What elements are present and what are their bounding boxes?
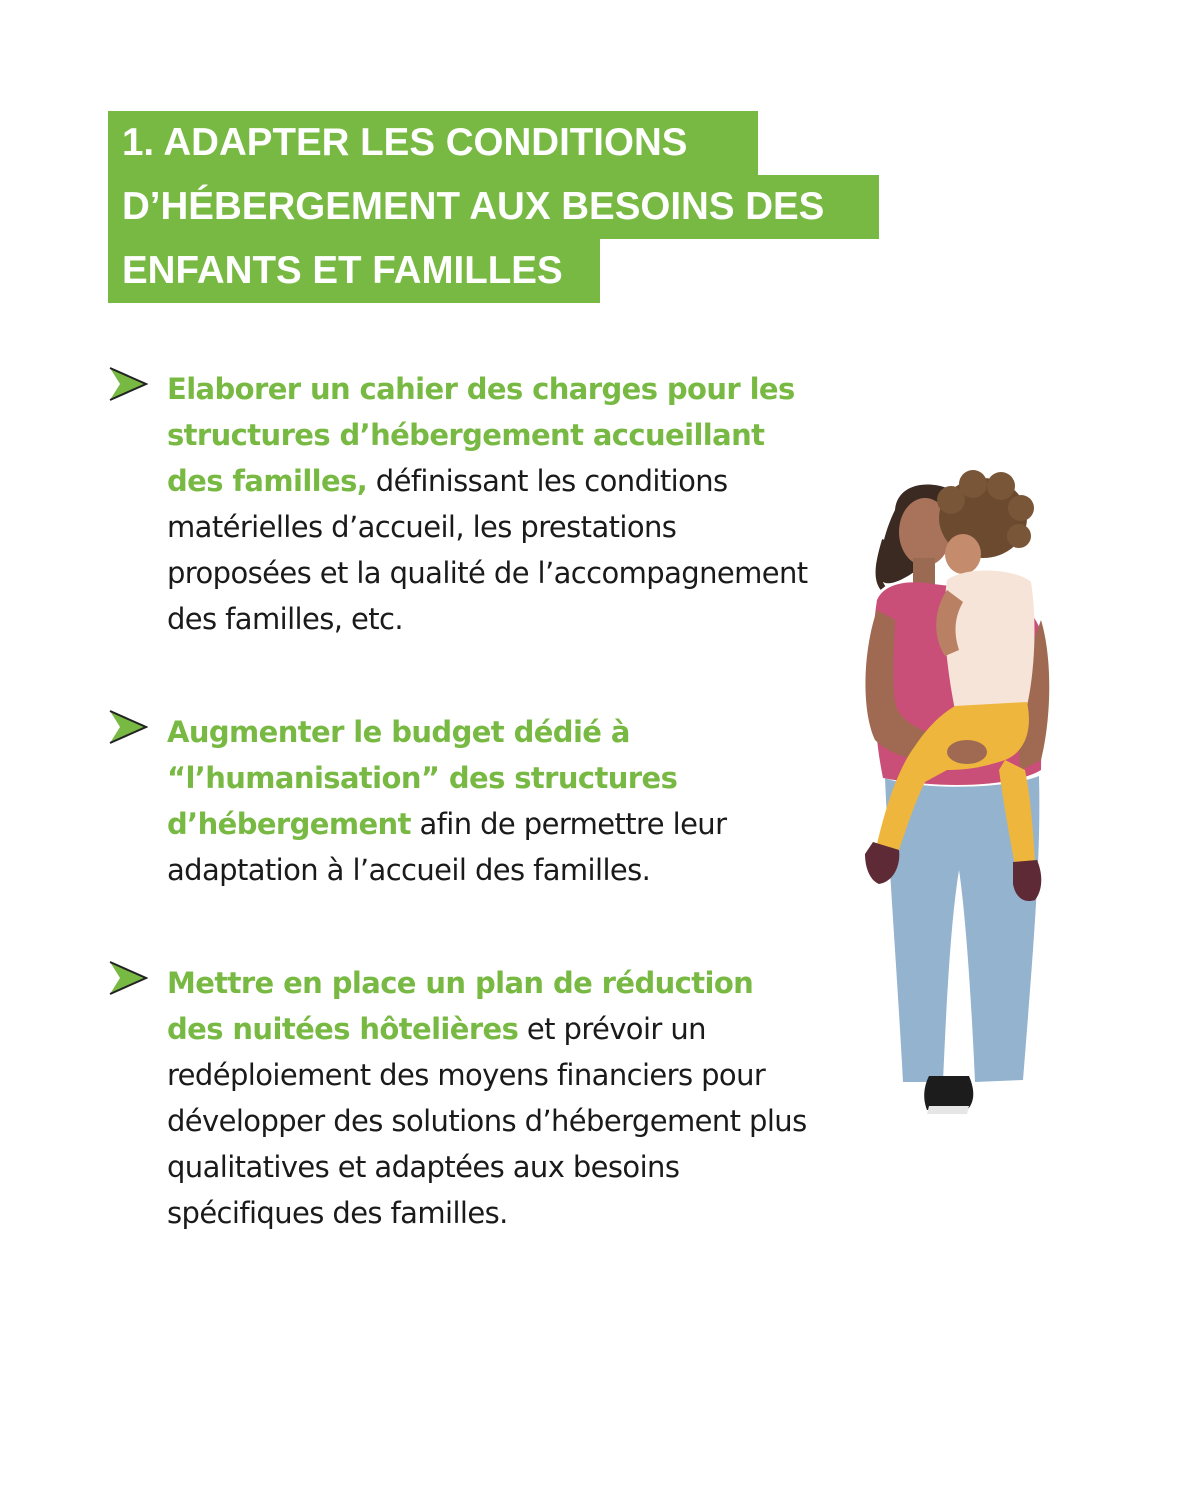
- recommendation-body: définissant les conditions matérielles d’accueil, les prestations proposées et la qualité de l’accompagnement des familles, etc.: [167, 464, 808, 636]
- recommendation-text: [167, 960, 808, 1236]
- section-title-line-2: D’HÉBERGEMENT AUX BESOINS DES: [108, 175, 879, 239]
- recommendation-text: [167, 366, 808, 642]
- recommendation-body: afin de permettre leur adaptation à l’accueil des familles.: [167, 807, 727, 887]
- mother-carrying-child-illustration: [855, 470, 1065, 1130]
- recommendation-item: [108, 366, 808, 642]
- recommendation-body: et prévoir un redéploiement des moyens financiers pour développer des solutions d’hébergement plus qualitatives et adaptées aux besoins spécifiques des familles.: [167, 1012, 807, 1230]
- chevron-arrow-icon: [108, 709, 148, 745]
- recommendation-highlight: Mettre en place un plan de réduction des nuitées hôtelières: [167, 966, 754, 1046]
- section-title-line-3: ENFANTS ET FAMILLES: [108, 239, 600, 303]
- recommendation-item: [108, 960, 808, 1236]
- recommendation-highlight: Augmenter le budget dédié à “l’humanisation” des structures d’hébergement: [167, 715, 678, 841]
- recommendation-item: [108, 709, 808, 893]
- recommendation-highlight: Elaborer un cahier des charges pour les structures d’hébergement accueillant des familles,: [167, 372, 795, 498]
- section-title-line-1: 1. ADAPTER LES CONDITIONS: [108, 111, 758, 175]
- section-title: [108, 111, 879, 303]
- chevron-arrow-icon: [108, 960, 148, 996]
- chevron-arrow-icon: [108, 366, 148, 402]
- recommendation-text: [167, 709, 808, 893]
